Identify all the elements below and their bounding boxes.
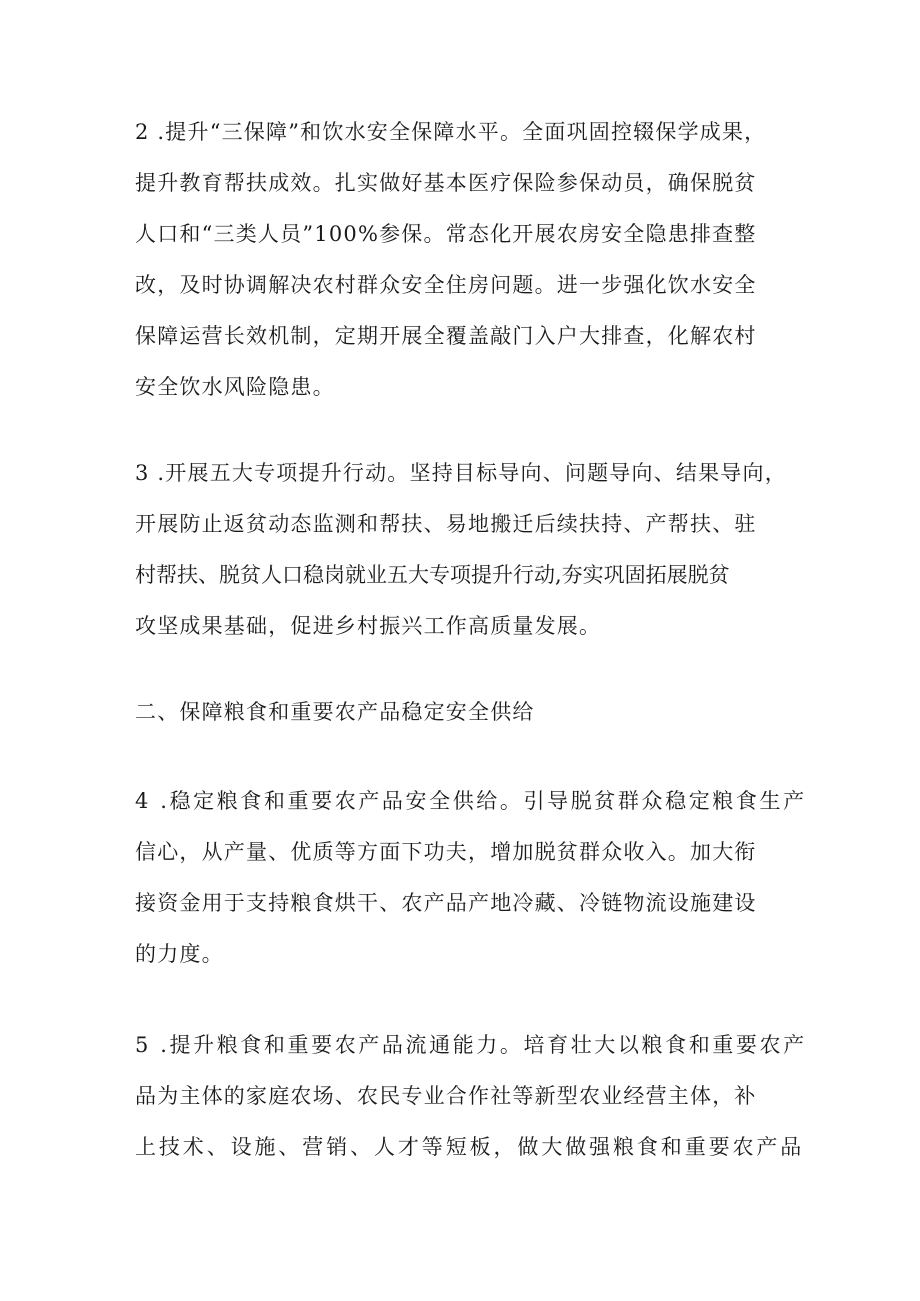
paragraph-line: 2 .提升“三保障”和饮水安全保障水平。全面巩固控辍保学成果， — [135, 120, 767, 144]
paragraph-line: 攻坚成果基础，促进乡村振兴工作高质量发展。 — [135, 614, 602, 638]
paragraph-line: 4 .稳定粮食和重要农产品安全供给。引导脱贫群众稳定粮食生产 — [135, 789, 807, 813]
paragraph-line: 接资金用于支持粮食烘干、农产品产地冷藏、冷链物流设施建设 — [135, 891, 757, 915]
paragraph-line: 安全饮水风险隐患。 — [135, 375, 335, 399]
paragraph-line: 5 .提升粮食和重要农产品流通能力。培育壮大以粮食和重要农产 — [135, 1033, 807, 1057]
paragraph-line: 品为主体的家庭农场、农民专业合作社等新型农业经营主体，补 — [135, 1084, 757, 1108]
paragraph-line: 人口和“三类人员”100%参保。常态化开展农房安全隐患排查整 — [135, 222, 757, 246]
paragraph-line: 3 .开展五大专项提升行动。坚持目标导向、问题导向、结果导向， — [135, 461, 787, 485]
paragraph-line: 保障运营长效机制，定期开展全覆盖敲门入户大排查，化解农村 — [135, 324, 757, 348]
section-heading-text: 二、保障粮食和重要农产品稳定安全供给 — [135, 700, 535, 724]
paragraph-line: 村帮扶、脱贫人口稳岗就业五大专项提升行动,夯实巩固拓展脱贫 — [135, 563, 730, 587]
paragraph-line: 改，及时协调解决农村群众安全住房问题。进一步强化饮水安全 — [135, 273, 757, 297]
paragraph-line: 信心，从产量、优质等方面下功夫，增加脱贫群众收入。加大衔 — [135, 840, 757, 864]
paragraph-line: 的力度。 — [135, 942, 224, 966]
paragraph-line: 上技术、设施、营销、人才等短板，做大做强粮食和重要农产品 — [135, 1135, 805, 1159]
paragraph-line: 提升教育帮扶成效。扎实做好基本医疗保险参保动员，确保脱贫 — [135, 171, 757, 195]
paragraph-line: 开展防止返贫动态监测和帮扶、易地搬迁后续扶持、产帮扶、驻 — [135, 512, 757, 536]
